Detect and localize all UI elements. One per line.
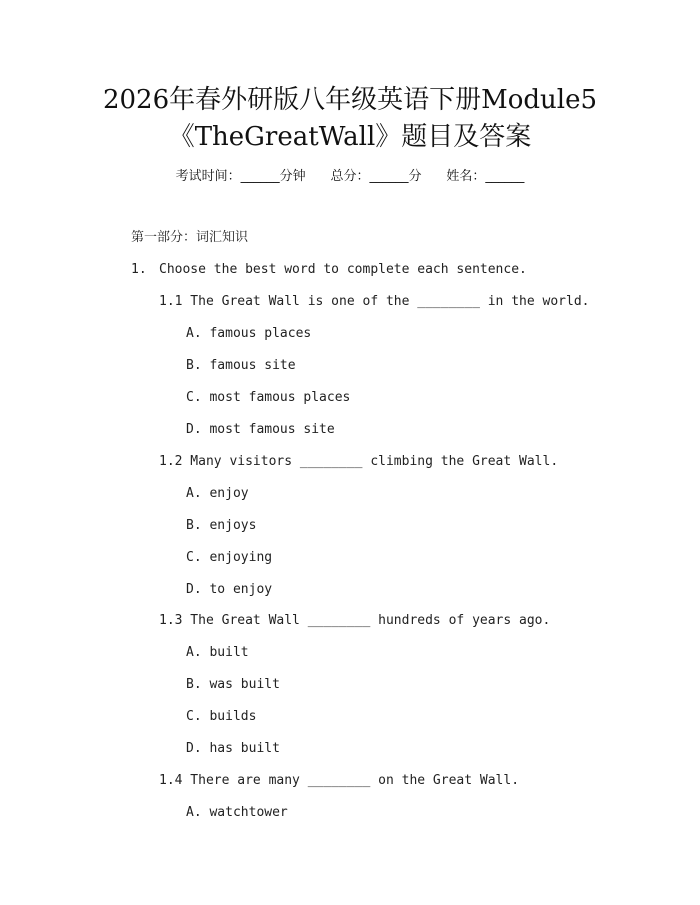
time-label: 考试时间： bbox=[175, 169, 241, 184]
answer-option: A. built bbox=[186, 645, 249, 660]
question-stem: 1.3 The Great Wall ________ hundreds of years ago. bbox=[159, 613, 551, 628]
answer-option: B. was built bbox=[186, 677, 280, 692]
answer-option: B. famous site bbox=[186, 358, 296, 373]
question-instruction-row bbox=[131, 260, 527, 280]
score-label: 总分： bbox=[330, 169, 370, 184]
time-blank: ______ bbox=[240, 169, 280, 184]
answer-option: A. watchtower bbox=[186, 805, 288, 820]
score-blank: ______ bbox=[369, 169, 409, 184]
answer-option: C. most famous places bbox=[186, 390, 351, 405]
section-title: 第一部分：词汇知识 bbox=[131, 230, 249, 245]
answer-option: B. enjoys bbox=[186, 518, 257, 533]
answer-option: A. famous places bbox=[186, 326, 312, 341]
exam-info-row bbox=[0, 166, 700, 188]
answer-option: C. builds bbox=[186, 709, 257, 724]
answer-option: C. enjoying bbox=[186, 550, 273, 565]
score-unit: 分 bbox=[408, 169, 422, 184]
time-unit: 分钟 bbox=[279, 169, 306, 184]
question-number: 1. bbox=[131, 262, 147, 277]
answer-option: D. most famous site bbox=[186, 422, 335, 437]
question-stem: 1.1 The Great Wall is one of the ________ in the world. bbox=[159, 294, 590, 309]
answer-option: A. enjoy bbox=[186, 486, 249, 501]
question-stem: 1.2 Many visitors ________ climbing the Great Wall. bbox=[159, 454, 559, 469]
answer-option: D. to enjoy bbox=[186, 582, 273, 597]
document-title-line-2: 《TheGreatWall》题目及答案 bbox=[168, 122, 532, 152]
answer-option: D. has built bbox=[186, 741, 280, 756]
name-blank: ______ bbox=[485, 169, 525, 184]
question-instruction: Choose the best word to complete each sentence. bbox=[159, 262, 527, 277]
question-stem: 1.4 There are many ________ on the Great Wall. bbox=[159, 773, 520, 788]
name-label: 姓名： bbox=[446, 169, 486, 184]
document-title-line-1: 2026年春外研版八年级英语下册Module5 bbox=[102, 85, 598, 115]
